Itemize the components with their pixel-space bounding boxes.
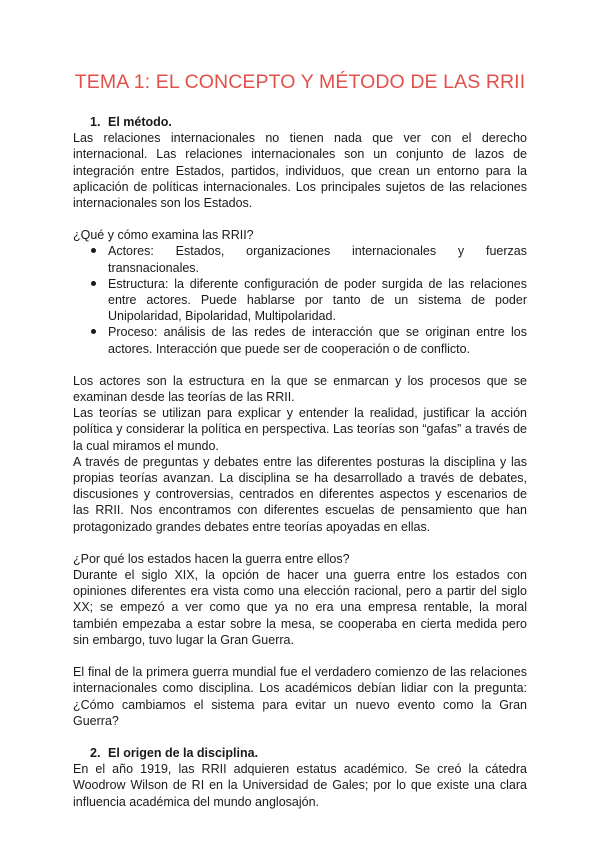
section-2-heading	[90, 745, 527, 761]
paragraph: Los actores son la estructura en la que se enmarcan y los procesos que se examinan desde las teorías de las RRII.	[73, 373, 527, 405]
section-2-number: 2.	[90, 745, 101, 760]
section-1-heading	[90, 114, 527, 130]
paragraph: En el año 1919, las RRII adquieren estatus académico. Se creó la cátedra Woodrow Wilson de RI en la Universidad de Gales; por lo que existe una clara influencia académica del mundo anglosajón.	[73, 762, 527, 809]
section-1-intro: Las relaciones internacionales no tienen nada que ver con el derecho internacional. Las relaciones internacionales son un conjunto de lazos de integración entre Estados, partidos, individuos, que crean un entorno para la aplicación de políticas internacionales. Los principales sujetos de las relaciones internacionales son los Estados.	[73, 131, 527, 211]
bullet-icon	[91, 248, 96, 253]
document-body	[73, 114, 527, 810]
paragraph: El final de la primera guerra mundial fue el verdadero comienzo de las relaciones internacionales como disciplina. Los académicos debían lidiar con la pregunta: ¿Cómo cambiamos el sistema para evitar un nuevo evento como la Gran Guerra?	[73, 665, 527, 728]
section-1-title: El método.	[108, 115, 172, 129]
page-title: TEMA 1: EL CONCEPTO Y MÉTODO DE LAS RRII	[74, 71, 526, 93]
list-item: Proceso: análisis de las redes de interacción que se originan entre los actores. Interacción que puede ser de cooperación o de conflicto.	[73, 324, 527, 356]
section-1-question: ¿Qué y cómo examina las RRII?	[73, 228, 254, 243]
bullet-list	[73, 243, 527, 356]
list-item: Actores: Estados, organizaciones internacionales y fuerzas transnacionales.	[73, 243, 527, 275]
paragraph: Durante el siglo XIX, la opción de hacer una guerra entre los estados con opiniones diferentes era vista como una elección racional, pero a partir del siglo XX; se empezó a ver como que ya no era una empresa rentable, la moral también empezaba a estar sobre la mesa, se cooperaba en cierta medida pero sin embargo, tuvo lugar la Gran Guerra.	[73, 568, 527, 647]
paragraph: Las teorías se utilizan para explicar y entender la realidad, justificar la acción política y considerar la política en perspectiva. Las teorías son “gafas” a través de la cual miramos el mundo.	[73, 406, 527, 453]
section-1-number: 1.	[90, 115, 101, 129]
bullet-icon	[91, 281, 96, 286]
section-2-title: El origen de la disciplina.	[108, 745, 259, 760]
list-item: Estructura: la diferente configuración de poder surgida de las relaciones entre actores. Puede hablarse por tanto de un sistema de poder Unipolaridad, Bipolaridad, Multipolaridad.	[73, 276, 527, 325]
bullet-icon	[91, 329, 96, 334]
paragraph: A través de preguntas y debates entre las diferentes posturas la disciplina y las propias teorías avanzan. La disciplina se ha desarrollado a través de debates, discusiones y controversias, centrados en diferentes aspectos y escenarios de las RRII. Nos encontramos con diferentes escuelas de pensamiento que han protagonizado grandes debates entre teorías apoyadas en ellas.	[73, 454, 527, 534]
war-question: ¿Por qué los estados hacen la guerra entre ellos?	[73, 551, 350, 566]
